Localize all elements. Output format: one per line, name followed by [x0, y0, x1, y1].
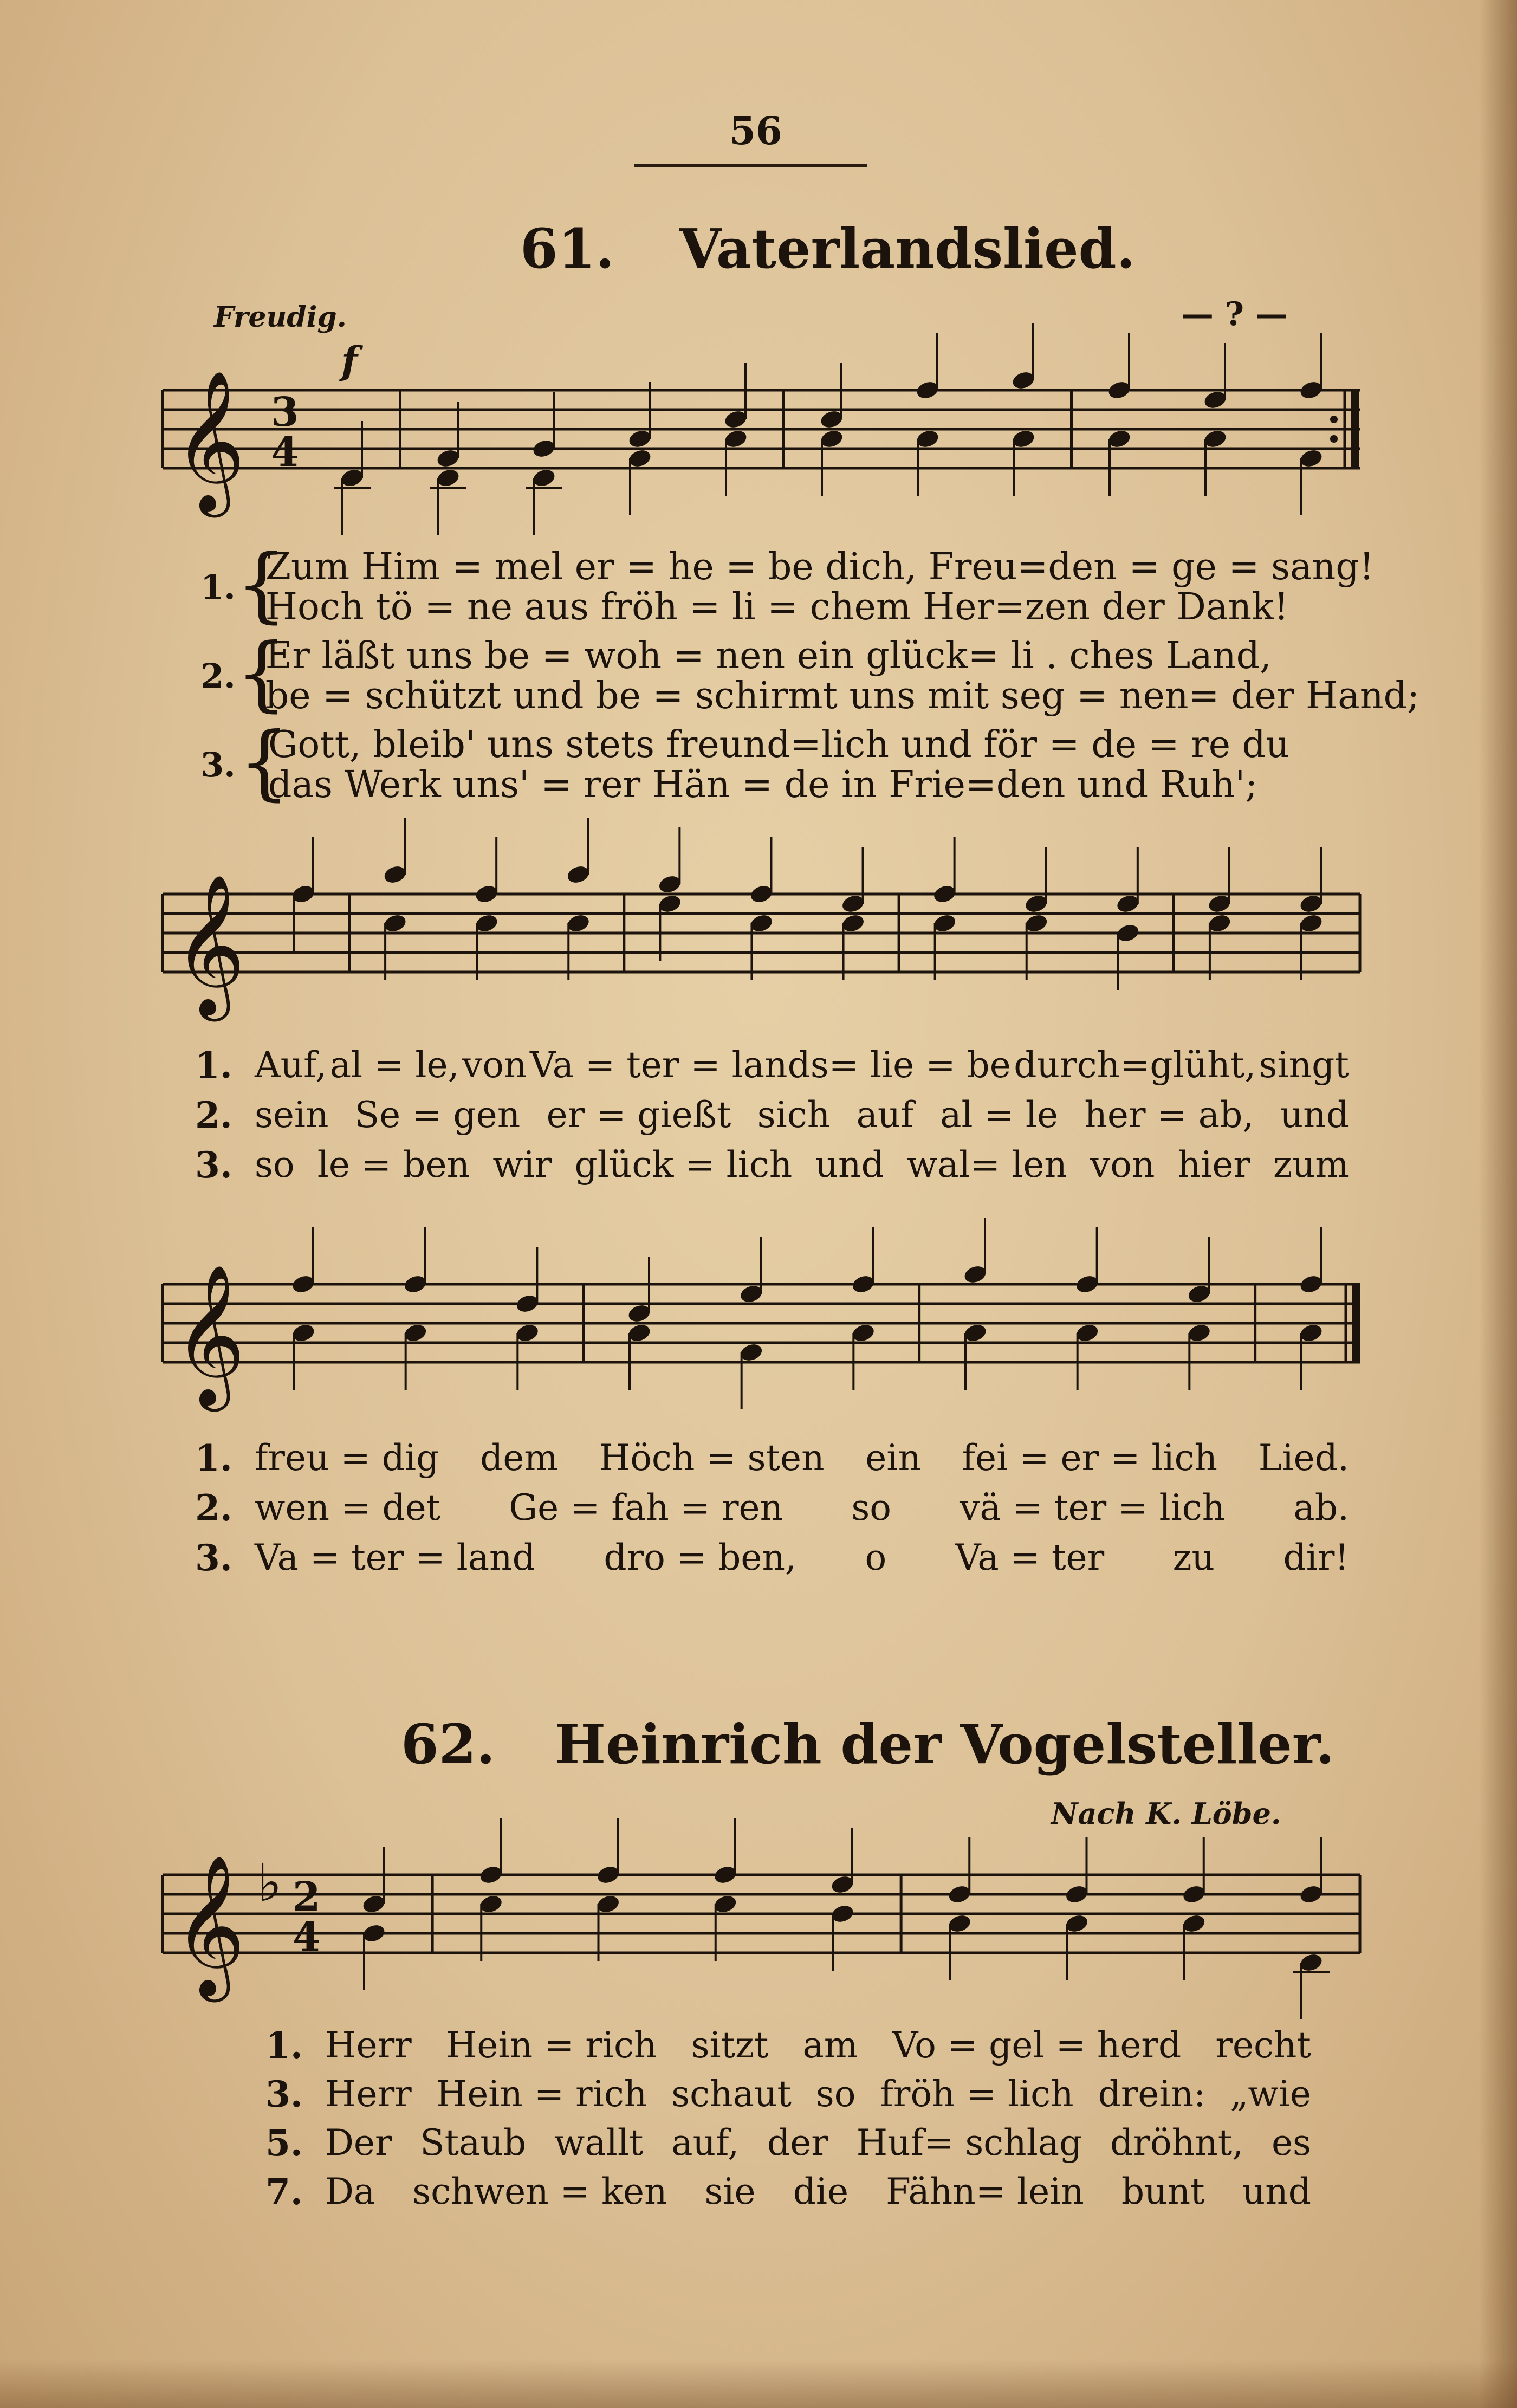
lyric-word: wal= len	[906, 1144, 1067, 1186]
lyric-word: hier	[1177, 1144, 1250, 1186]
lyric-word: Va = ter	[955, 1537, 1105, 1578]
brace-icon: {	[238, 715, 290, 810]
page-edge-shadow	[1479, 0, 1517, 2408]
lyric-word: Lied.	[1258, 1437, 1349, 1479]
lyric-word: Herr	[325, 2024, 412, 2066]
lyric-word: Va = ter = lands= lie = be	[530, 1044, 1011, 1086]
verse-number: 3.	[195, 1144, 232, 1186]
brace-icon: {	[235, 538, 288, 632]
final-bar-thick	[1352, 1284, 1360, 1362]
tempo-marking: Freudig.	[214, 301, 347, 334]
lyric-line	[195, 1040, 1349, 1090]
lyric-line	[195, 1483, 1349, 1533]
lyric-word: die	[793, 2171, 849, 2212]
lyric-line	[265, 2021, 1311, 2070]
treble-clef-icon: 𝄞	[173, 1264, 245, 1406]
lyric-line: Zum Him = mel er = he = be dich, Freu=den = ge = sang!	[265, 546, 1375, 588]
verse-number: 2.	[195, 1487, 232, 1529]
treble-clef-icon: 𝄞	[173, 873, 245, 1015]
lyric-word: al = le,	[329, 1044, 459, 1086]
verse-3-pair	[200, 715, 1354, 810]
lyric-line: be = schützt und be = schirmt uns mit seg = nen= der Hand;	[265, 675, 1420, 717]
lyric-line: das Werk uns' = rer Hän = de in Frie=den und Ruh';	[268, 763, 1258, 806]
staff-4-notation	[157, 1831, 1371, 2027]
lyric-word: wir	[492, 1144, 552, 1186]
lyric-word: schaut	[671, 2073, 792, 2115]
verse-number: 7.	[265, 2171, 303, 2213]
composer-marker: — ? —	[1181, 295, 1288, 333]
lyric-word: sein	[255, 1094, 329, 1136]
lyric-line	[195, 1090, 1349, 1140]
lyric-word: Auf,	[255, 1044, 327, 1086]
repeat-dot	[1330, 416, 1338, 423]
song-61-verses-block-1	[200, 538, 1420, 814]
staff-3	[157, 1241, 1371, 1436]
lyric-word: ein	[865, 1437, 921, 1479]
staff-1	[157, 338, 1371, 542]
time-signature-bottom: 4	[293, 1914, 321, 1960]
lyric-word: von	[462, 1044, 527, 1086]
lyric-word: Staub	[420, 2122, 527, 2164]
verse-number: 3.	[265, 2073, 303, 2115]
lyric-word: Ge = fah = ren	[509, 1487, 783, 1529]
lyric-line	[195, 1140, 1349, 1190]
lyric-word: so	[815, 2073, 856, 2115]
song-61-verses-block-2	[195, 1040, 1349, 1190]
staff-2	[157, 851, 1371, 1046]
lyric-word: dröhnt,	[1110, 2122, 1244, 2164]
page-bottom-shadow	[0, 2359, 1517, 2408]
song-61-verses-block-3	[195, 1433, 1349, 1583]
lyric-word: wen = det	[255, 1487, 441, 1529]
lyric-word: sitzt	[691, 2024, 769, 2066]
repeat-bar-thick	[1351, 390, 1359, 468]
treble-clef-icon: 𝄞	[173, 1854, 245, 1996]
lyric-word: recht	[1215, 2024, 1311, 2066]
lyric-line	[195, 1433, 1349, 1483]
lyric-word: zu	[1172, 1537, 1215, 1578]
lyric-line	[265, 2070, 1311, 2119]
lyric-word: und	[1242, 2171, 1311, 2212]
song-62-title-text: Heinrich der Vogelsteller.	[554, 1712, 1335, 1776]
lyric-line: Gott, bleib' uns stets freund=lich und för = de = re du	[268, 723, 1289, 766]
lyric-word: der	[767, 2122, 828, 2164]
lyric-word: dir!	[1283, 1537, 1349, 1578]
verse-number: 1.	[200, 567, 236, 607]
lyric-word: Va = ter = land	[255, 1537, 535, 1578]
lyric-word: „wie	[1230, 2073, 1311, 2115]
lyric-word: sie	[704, 2171, 756, 2212]
lyric-word: von	[1090, 1144, 1155, 1186]
lyric-word: vä = ter = lich	[960, 1487, 1226, 1529]
staff-2-notation	[157, 851, 1371, 1046]
lyric-line	[265, 2167, 1311, 2216]
verse-number: 1.	[265, 2024, 303, 2067]
verse-number: 1.	[195, 1044, 232, 1086]
lyric-word: bunt	[1121, 2171, 1205, 2212]
brace-icon: {	[235, 626, 288, 721]
lyric-word: glück = lich	[574, 1144, 793, 1186]
lyric-word: drein:	[1098, 2073, 1206, 2115]
lyric-word: Hein = rich	[445, 2024, 657, 2066]
time-signature-top: 2	[293, 1874, 321, 1920]
song-62-number: 62.	[401, 1712, 495, 1776]
lyric-word: und	[1280, 1094, 1349, 1136]
lyric-word: durch=glüht,	[1014, 1044, 1256, 1086]
song-61-title-text: Vaterlandslied.	[679, 217, 1136, 281]
lyric-word: fei = er = lich	[962, 1437, 1218, 1479]
lyric-word: so	[255, 1144, 295, 1186]
verse-1-pair	[200, 538, 1375, 632]
lyric-word: dro = ben,	[604, 1537, 796, 1578]
lyric-word: auf,	[671, 2122, 740, 2164]
staff-3-notation	[157, 1241, 1371, 1436]
song-62-verses	[265, 2021, 1311, 2216]
lyric-word: Höch = sten	[599, 1437, 825, 1479]
lyric-word: so	[851, 1487, 891, 1529]
lyric-word: Se = gen	[354, 1094, 521, 1136]
song-61-title	[520, 217, 1135, 281]
verse-number: 3.	[200, 745, 236, 785]
song-62-composer: Nach K. Löbe.	[1051, 1796, 1281, 1831]
page-number: 56	[729, 108, 782, 153]
lyric-word: und	[815, 1144, 884, 1186]
lyric-word: ab.	[1293, 1487, 1349, 1529]
lyric-word: al = le	[940, 1094, 1059, 1136]
lyric-word: Fähn= lein	[886, 2171, 1084, 2212]
lyric-word: le = ben	[317, 1144, 470, 1186]
lyric-word: Der	[325, 2122, 392, 2164]
lyric-word: schwen = ken	[412, 2171, 667, 2212]
lyric-word: singt	[1259, 1044, 1349, 1086]
lyric-word: Hein = rich	[436, 2073, 647, 2115]
lyric-word: er = gießt	[546, 1094, 731, 1136]
lyric-word: fröh = lich	[880, 2073, 1074, 2115]
lyric-word: freu = dig	[255, 1437, 439, 1479]
lyric-word: dem	[480, 1437, 558, 1479]
staff-4	[157, 1831, 1371, 2027]
lyric-word: Herr	[325, 2073, 412, 2115]
time-signature-top: 3	[271, 389, 299, 436]
key-flat-icon: ♭	[257, 1853, 282, 1913]
verse-number: 2.	[200, 656, 236, 696]
verse-number: 5.	[265, 2122, 303, 2164]
song-61-number: 61.	[520, 217, 614, 281]
time-signature-bottom: 4	[271, 429, 299, 476]
lyric-word: sich	[757, 1094, 831, 1136]
verse-number: 3.	[195, 1537, 232, 1579]
verse-2-pair	[200, 626, 1420, 721]
lyric-line	[195, 1533, 1349, 1583]
lyric-word: Vo = gel = herd	[892, 2024, 1182, 2066]
lyric-word: o	[865, 1537, 887, 1578]
lyric-word: Da	[325, 2171, 375, 2212]
lyric-word: zum	[1273, 1144, 1349, 1186]
lyric-word: am	[802, 2024, 858, 2066]
lyric-word: her = ab,	[1084, 1094, 1254, 1136]
lyric-line	[265, 2119, 1311, 2167]
verse-number: 2.	[195, 1094, 232, 1136]
lyric-line: Er läßt uns be = woh = nen ein glück= li . ches Land,	[265, 635, 1272, 677]
dynamic-marking: f	[341, 338, 358, 383]
staff-1-notation	[157, 338, 1371, 542]
lyric-word: Huf= schlag	[856, 2122, 1082, 2164]
treble-clef-icon: 𝄞	[173, 370, 245, 512]
lyric-word: wallt	[554, 2122, 644, 2164]
verse-number: 1.	[195, 1437, 232, 1479]
repeat-dot	[1330, 435, 1338, 443]
lyric-word: es	[1272, 2122, 1311, 2164]
lyric-line: Hoch tö = ne aus fröh = li = chem Her=zen der Dank!	[265, 586, 1289, 629]
page-number-rule	[634, 164, 867, 167]
song-62-title	[401, 1712, 1334, 1776]
lyric-word: auf	[856, 1094, 914, 1136]
